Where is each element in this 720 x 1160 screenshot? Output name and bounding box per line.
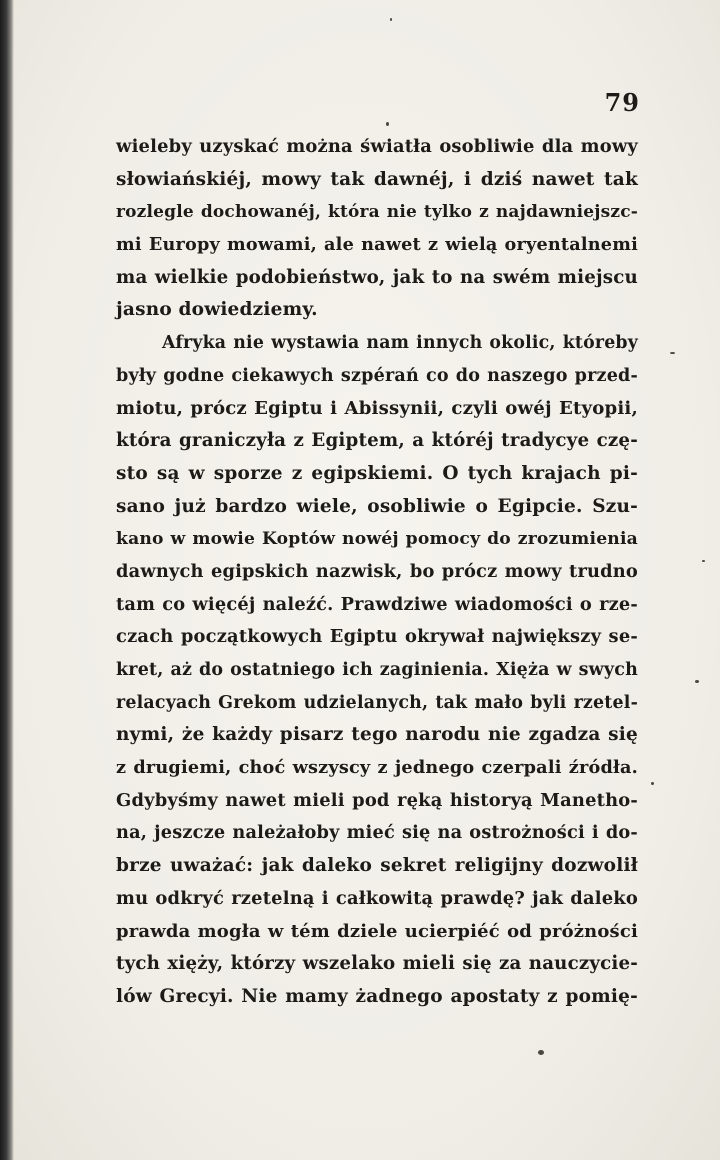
text-line: z drugiemi, choć wszyscy z jednego czerpali źródła. — [116, 757, 638, 779]
text-line: na, jeszcze należałoby mieć się na ostrożności i do- — [116, 822, 638, 844]
text-line: słowiańskiéj, mowy tak dawnéj, i dziś nawet tak — [116, 168, 638, 190]
print-speck — [390, 18, 392, 21]
text-line: miotu, prócz Egiptu i Abissynii, czyli owéj Etyopii, — [116, 397, 638, 419]
print-speck — [538, 1050, 544, 1055]
text-line: prawda mogła w tém dziele ucierpiéć od próżności — [116, 920, 638, 942]
text-line: sto są w sporze z egipskiemi. O tych krajach pi- — [116, 462, 638, 484]
print-speck — [702, 560, 705, 562]
text-line: mu odkryć rzetelną i całkowitą prawdę? jak daleko — [116, 887, 638, 909]
text-line: brze uważać: jak daleko sekret religijny dozwolił — [116, 855, 638, 877]
text-line: rozlegle dochowanéj, która nie tylko z najdawniejszc- — [116, 202, 638, 223]
text-line: kano w mowie Koptów nowéj pomocy do zrozumienia — [116, 529, 638, 550]
text-line: ma wielkie podobieństwo, jak to na swém miejscu — [116, 266, 638, 288]
text-line: mi Europy mowami, ale nawet z wielą oryentalnemi — [116, 234, 638, 256]
text-line: wieleby uzyskać można światła osobliwie dla mowy — [116, 136, 638, 157]
text-line: tam co więcéj naleźć. Prawdziwe wiadomości o rze- — [116, 593, 638, 615]
text-line: która graniczyła z Egiptem, a któréj tradycye czę- — [116, 430, 638, 452]
text-line: nymi, że każdy pisarz tego narodu nie zgadza się — [116, 724, 638, 746]
text-line: Afryka nie wystawia nam innych okolic, któreby — [162, 333, 638, 354]
body-text — [116, 131, 638, 1014]
text-line: jasno dowiedziemy. — [116, 299, 318, 321]
text-line: czach początkowych Egiptu okrywał największy se- — [116, 626, 638, 648]
binding-shadow — [0, 0, 14, 1160]
text-line: dawnych egipskich nazwisk, bo prócz mowy trudno — [116, 560, 638, 582]
print-speck — [386, 122, 389, 126]
text-line: były godne ciekawych szpérań co do naszego przed- — [116, 365, 638, 386]
page-number: 79 — [604, 88, 640, 117]
print-speck — [670, 352, 675, 354]
print-speck — [651, 782, 654, 785]
text-line: Gdybyśmy nawet mieli pod ręką historyą Manetho- — [116, 789, 638, 811]
text-line: relacyach Grekom udzielanych, tak mało byli rzetel- — [116, 692, 638, 713]
text-line: kret, aż do ostatniego ich zaginienia. Xięża w swych — [116, 660, 638, 680]
print-speck — [695, 680, 699, 683]
text-line: sano już bardzo wiele, osobliwie o Egipcie. Szu- — [116, 495, 638, 517]
text-line: tych xięży, którzy wszelako mieli się za nauczycie- — [116, 953, 638, 975]
text-line: lów Grecyi. Nie mamy żadnego apostaty z pomię- — [116, 985, 638, 1007]
